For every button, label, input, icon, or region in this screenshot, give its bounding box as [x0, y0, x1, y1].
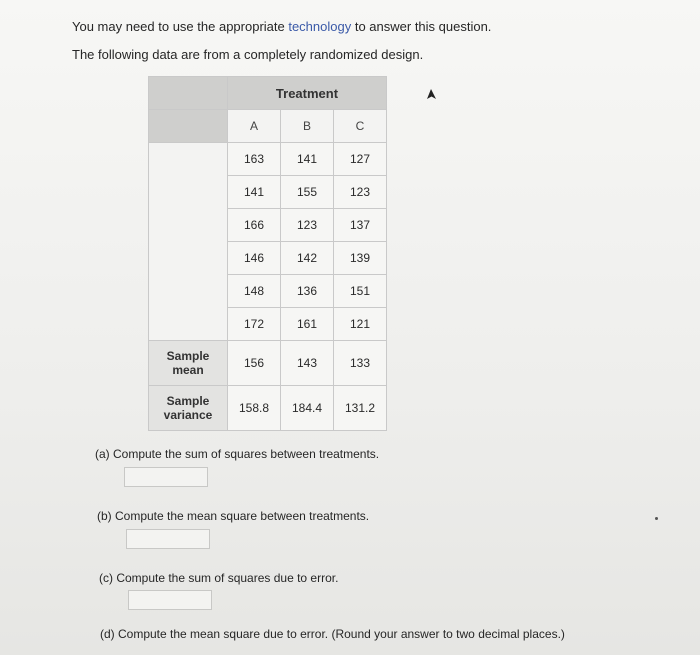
question-d: (d) Compute the mean square due to error. (Round your answer to two decimal places.)	[100, 627, 565, 641]
sample-mean-label	[149, 341, 228, 386]
table-cell: 161	[281, 308, 334, 341]
sample-variance-a: 158.8	[228, 386, 281, 431]
treatment-data-table	[148, 76, 387, 431]
table-cell: 139	[334, 242, 387, 275]
question-c: (c) Compute the sum of squares due to error.	[99, 571, 339, 585]
stray-dot	[655, 517, 658, 520]
answer-input-a[interactable]	[124, 467, 208, 487]
mouse-cursor-icon	[424, 88, 438, 102]
row-label-blank	[149, 143, 228, 341]
column-header-c: C	[334, 110, 387, 143]
sample-variance-label-line1: Sample	[166, 394, 210, 408]
table-cell: 136	[281, 275, 334, 308]
column-header-a: A	[228, 110, 281, 143]
question-a: (a) Compute the sum of squares between treatments.	[95, 447, 380, 461]
table-cell: 151	[334, 275, 387, 308]
table-cell: 141	[281, 143, 334, 176]
sample-mean-label-line1: Sample	[166, 349, 210, 363]
treatment-header: Treatment	[228, 77, 387, 110]
answer-input-b[interactable]	[126, 529, 210, 549]
sample-variance-c: 131.2	[334, 386, 387, 431]
table-cell: 137	[334, 209, 387, 242]
intro-description: The following data are from a completely randomized design.	[72, 47, 424, 62]
table-cell: 142	[281, 242, 334, 275]
table-cell: 172	[228, 308, 281, 341]
answer-input-c[interactable]	[128, 590, 212, 610]
table-corner-2	[149, 110, 228, 143]
table-row	[149, 143, 387, 176]
question-b: (b) Compute the mean square between treatments.	[97, 509, 370, 523]
table-corner	[149, 77, 228, 110]
intro-text-end: to answer this question.	[351, 19, 492, 34]
table-cell: 148	[228, 275, 281, 308]
table-cell: 166	[228, 209, 281, 242]
intro-text: You may need to use the appropriate	[72, 19, 289, 34]
table-cell: 155	[281, 176, 334, 209]
intro-instruction	[72, 19, 491, 34]
sample-variance-label	[149, 386, 228, 431]
sample-variance-label-line2: variance	[163, 408, 213, 422]
sample-mean-c: 133	[334, 341, 387, 386]
table-cell: 146	[228, 242, 281, 275]
table-cell: 163	[228, 143, 281, 176]
sample-mean-label-line2: mean	[172, 363, 204, 377]
sample-mean-b: 143	[281, 341, 334, 386]
table-cell: 121	[334, 308, 387, 341]
sample-mean-a: 156	[228, 341, 281, 386]
technology-link[interactable]: technology	[288, 19, 352, 34]
sample-variance-row	[149, 386, 387, 431]
sample-mean-row	[149, 341, 387, 386]
table-cell: 141	[228, 176, 281, 209]
table-cell: 123	[334, 176, 387, 209]
sample-variance-b: 184.4	[281, 386, 334, 431]
table-cell: 123	[281, 209, 334, 242]
column-header-b: B	[281, 110, 334, 143]
table-cell: 127	[334, 143, 387, 176]
